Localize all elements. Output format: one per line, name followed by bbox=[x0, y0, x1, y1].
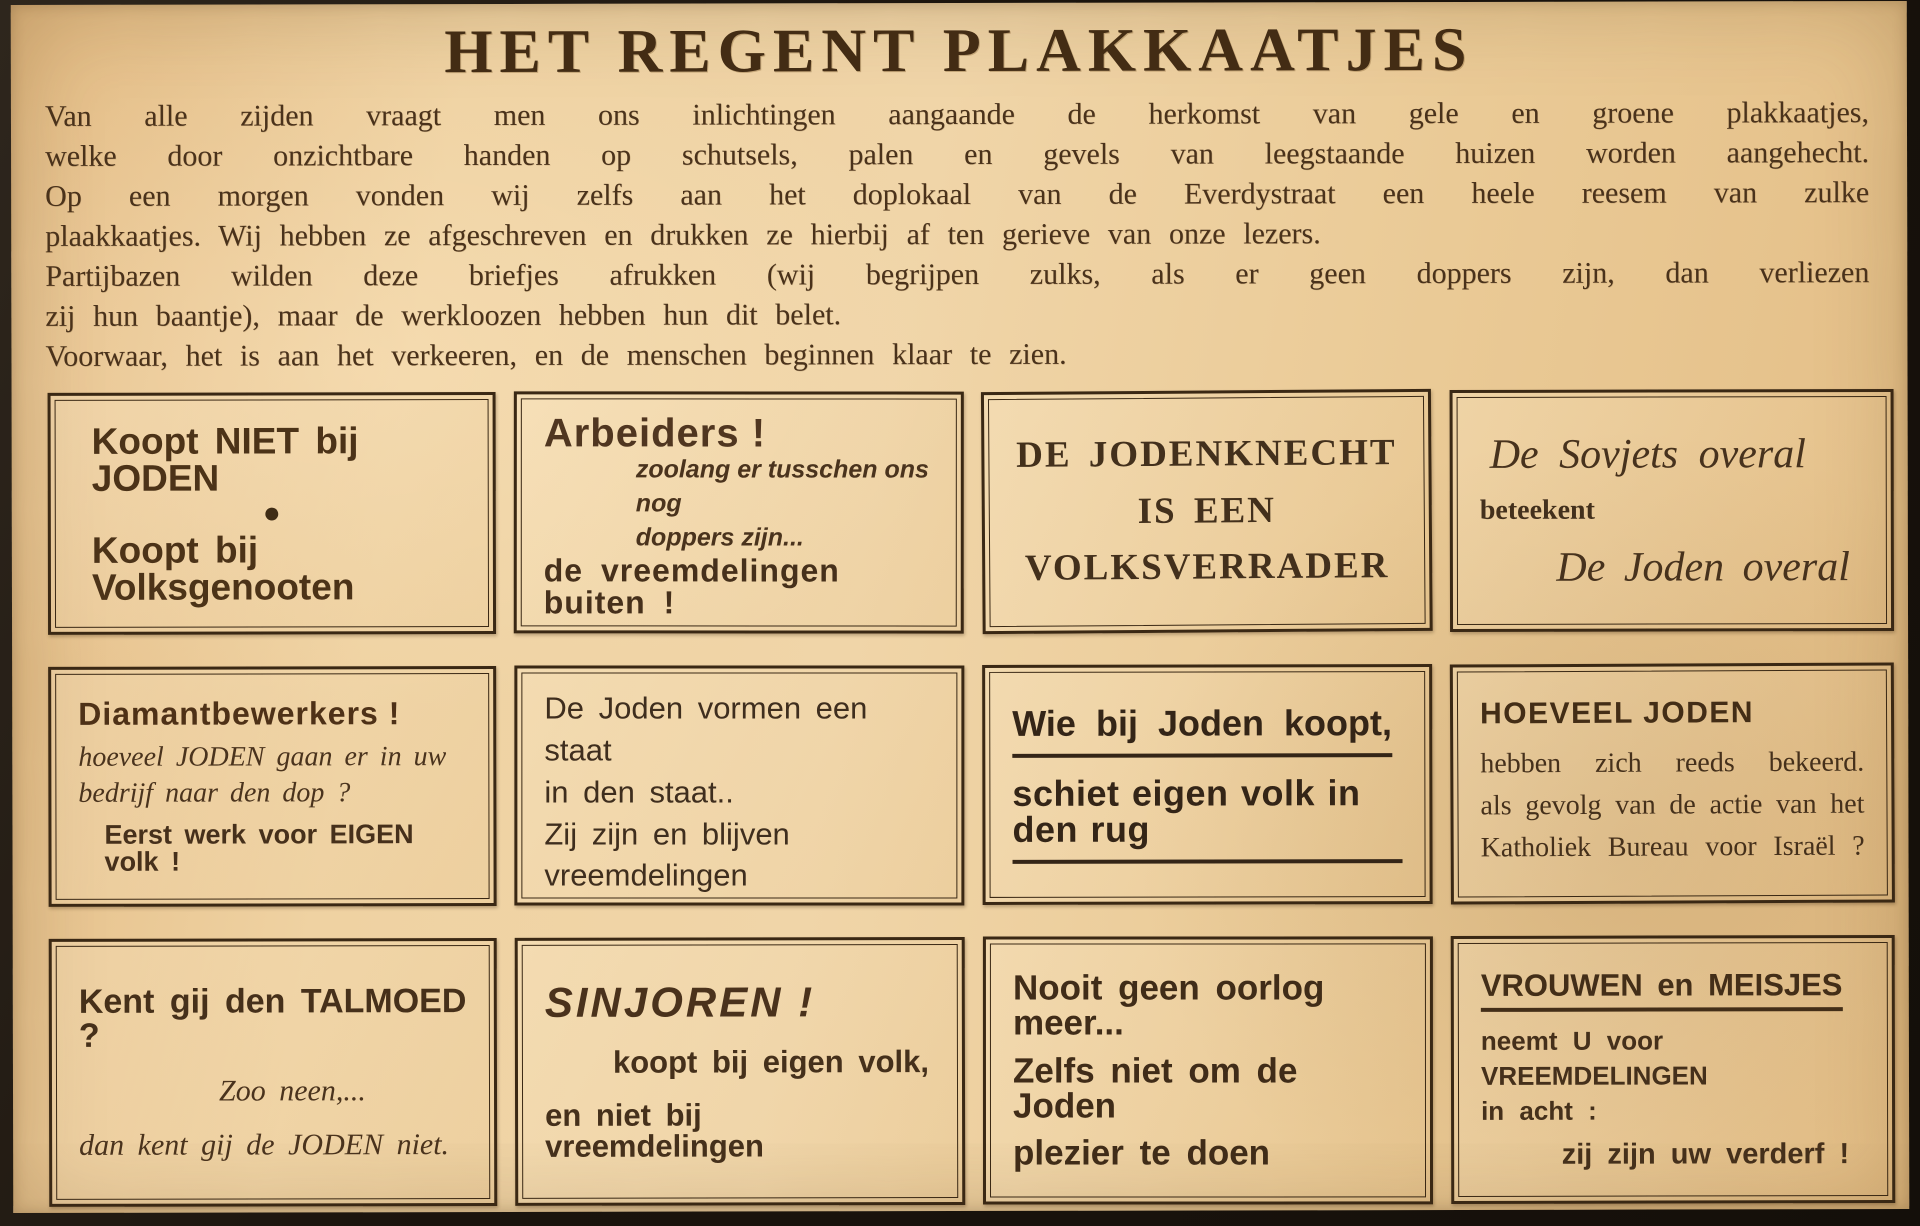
poster-frame bbox=[988, 396, 1426, 627]
intro-line: zij hun baantje), maar de werkloozen hebben hun dit belet. bbox=[45, 298, 842, 333]
newspaper-page bbox=[11, 1, 1910, 1213]
poster-arbeiders bbox=[514, 391, 964, 633]
poster-title: HOEVEEL JODEN bbox=[1479, 696, 1755, 731]
poster-line bbox=[544, 813, 934, 897]
poster-title: Kent gij den TALMOED ? bbox=[78, 982, 467, 1055]
intro-line: welke door onzichtbare handen op schutsels, palen en gevels van leegstaande huizen worden aangehecht. bbox=[45, 136, 1870, 173]
poster-line: beteekent bbox=[1479, 494, 1595, 526]
intro-line: Voorwaar, het is aan het verkeeren, en de menschen beginnen klaar te zien. bbox=[45, 337, 1067, 373]
poster-line: als gevolg van de actie van het bbox=[1480, 788, 1865, 822]
poster-wie-koopt bbox=[982, 664, 1433, 905]
poster-line: schiet eigen volk in den rug bbox=[1012, 775, 1402, 864]
intro-paragraph bbox=[45, 93, 1870, 377]
intro-line: plaakkaatjes. Wij hebben ze afgeschreven en drukken ze hierbij af ten gerieve van onze lezers. bbox=[45, 217, 1321, 253]
poster-title-underlined: VROUWEN en MEISJES bbox=[1481, 969, 1843, 1012]
poster-line: De Joden vormen een staat bbox=[544, 690, 868, 768]
poster-frame bbox=[521, 398, 957, 626]
poster-line: Zoo neen,... bbox=[218, 1074, 366, 1108]
poster-line: Koopt bij Volksgenooten bbox=[91, 528, 355, 608]
poster-line: doppers zijn... bbox=[635, 522, 804, 551]
poster-text bbox=[1480, 741, 1865, 869]
poster-grid bbox=[48, 389, 1884, 1207]
poster-frame bbox=[1457, 396, 1887, 625]
poster-frame bbox=[55, 673, 489, 900]
poster-talmoed bbox=[49, 938, 498, 1207]
poster-line: Nooit geen oorlog meer... bbox=[1012, 968, 1325, 1043]
poster-line: vreemdelingen bbox=[544, 857, 748, 893]
poster-frame bbox=[1458, 942, 1889, 1197]
poster-line: Zij zijn en blijven bbox=[544, 815, 790, 851]
poster-line: hoeveel JODEN gaan er in uw bbox=[78, 740, 447, 773]
poster-line: Katholiek Bureau voor Israël ? bbox=[1480, 830, 1865, 864]
intro-line: Partijbazen wilden deze briefjes afrukken (wij begrijpen zulks, als er geen doppers zijn, dan verliezen bbox=[45, 256, 1870, 293]
poster-sinjoren bbox=[515, 937, 966, 1206]
poster-frame bbox=[55, 399, 489, 628]
poster-title: Arbeiders ! bbox=[543, 411, 767, 456]
poster-line: neemt U voor VREEMDELINGEN bbox=[1480, 1025, 1708, 1091]
poster-vrouwen bbox=[1451, 935, 1896, 1204]
poster-line: DE JODENKNECHT bbox=[1016, 432, 1397, 476]
bullet-dot-icon: ● bbox=[262, 496, 281, 530]
poster-line: VOLKSVERRADER bbox=[1024, 545, 1390, 590]
poster-sovjets bbox=[1450, 389, 1895, 632]
poster-text bbox=[1481, 1023, 1865, 1129]
poster-line: Wie bij Joden koopt, bbox=[1012, 705, 1392, 758]
intro-line: Op een morgen vonden wij zelfs aan het doplokaal van de Everdystraat een heele reesem van zulke bbox=[45, 176, 1870, 213]
poster-frame bbox=[56, 945, 491, 1200]
poster-line: Zelfs niet om de Joden bbox=[1012, 1050, 1298, 1126]
poster-line: de vreemdelingen buiten ! bbox=[543, 552, 840, 621]
poster-hoeveel bbox=[1450, 662, 1895, 904]
poster-line: zoolang er tusschen ons nog bbox=[635, 455, 929, 518]
poster-frame bbox=[1457, 669, 1888, 897]
poster-line: dan kent gij de JODEN niet. bbox=[79, 1128, 450, 1162]
poster-line: Eerst werk voor EIGEN volk ! bbox=[104, 818, 414, 877]
poster-frame bbox=[521, 672, 957, 898]
poster-line: in den staat.. bbox=[544, 774, 734, 810]
poster-title bbox=[1481, 969, 1865, 1012]
poster-line: IS EEN bbox=[1137, 489, 1277, 532]
poster-jodenknecht bbox=[981, 389, 1433, 634]
poster-line bbox=[544, 687, 934, 813]
poster-frame bbox=[990, 943, 1426, 1197]
poster-line: plezier te doen bbox=[1012, 1133, 1271, 1173]
poster-diamantbewerkers bbox=[48, 666, 497, 907]
poster-line: hebben zich reeds bekeerd. bbox=[1480, 746, 1865, 780]
poster-frame bbox=[989, 671, 1425, 898]
poster-oorlog bbox=[983, 936, 1433, 1204]
poster-title: SINJOREN ! bbox=[544, 978, 816, 1027]
poster-line: koopt bij eigen volk, bbox=[612, 1043, 929, 1080]
poster-line: in acht : bbox=[1481, 1095, 1597, 1126]
intro-line: Van alle zijden vraagt men ons inlichtingen aangaande de herkomst van gele en groene plakkaatjes, bbox=[44, 96, 1870, 133]
document-title: HET REGENT PLAKKAATJES bbox=[444, 15, 1474, 87]
poster-subline bbox=[78, 739, 466, 813]
poster-line: De Joden overal bbox=[1556, 543, 1850, 591]
poster-subline bbox=[636, 453, 934, 554]
poster-frame bbox=[522, 944, 959, 1199]
poster-line: en niet bij vreemdelingen bbox=[545, 1097, 764, 1164]
poster-line: De Sovjets overal bbox=[1489, 430, 1806, 478]
poster-koopt-niet bbox=[48, 392, 497, 635]
poster-line: Koopt NIET bij JODEN bbox=[91, 419, 359, 499]
poster-line: zij zijn uw verderf ! bbox=[1561, 1138, 1850, 1171]
poster-line: bedrijf naar den dop ? bbox=[78, 777, 351, 809]
poster-staat bbox=[514, 665, 964, 905]
poster-title: Diamantbewerkers ! bbox=[78, 695, 401, 733]
